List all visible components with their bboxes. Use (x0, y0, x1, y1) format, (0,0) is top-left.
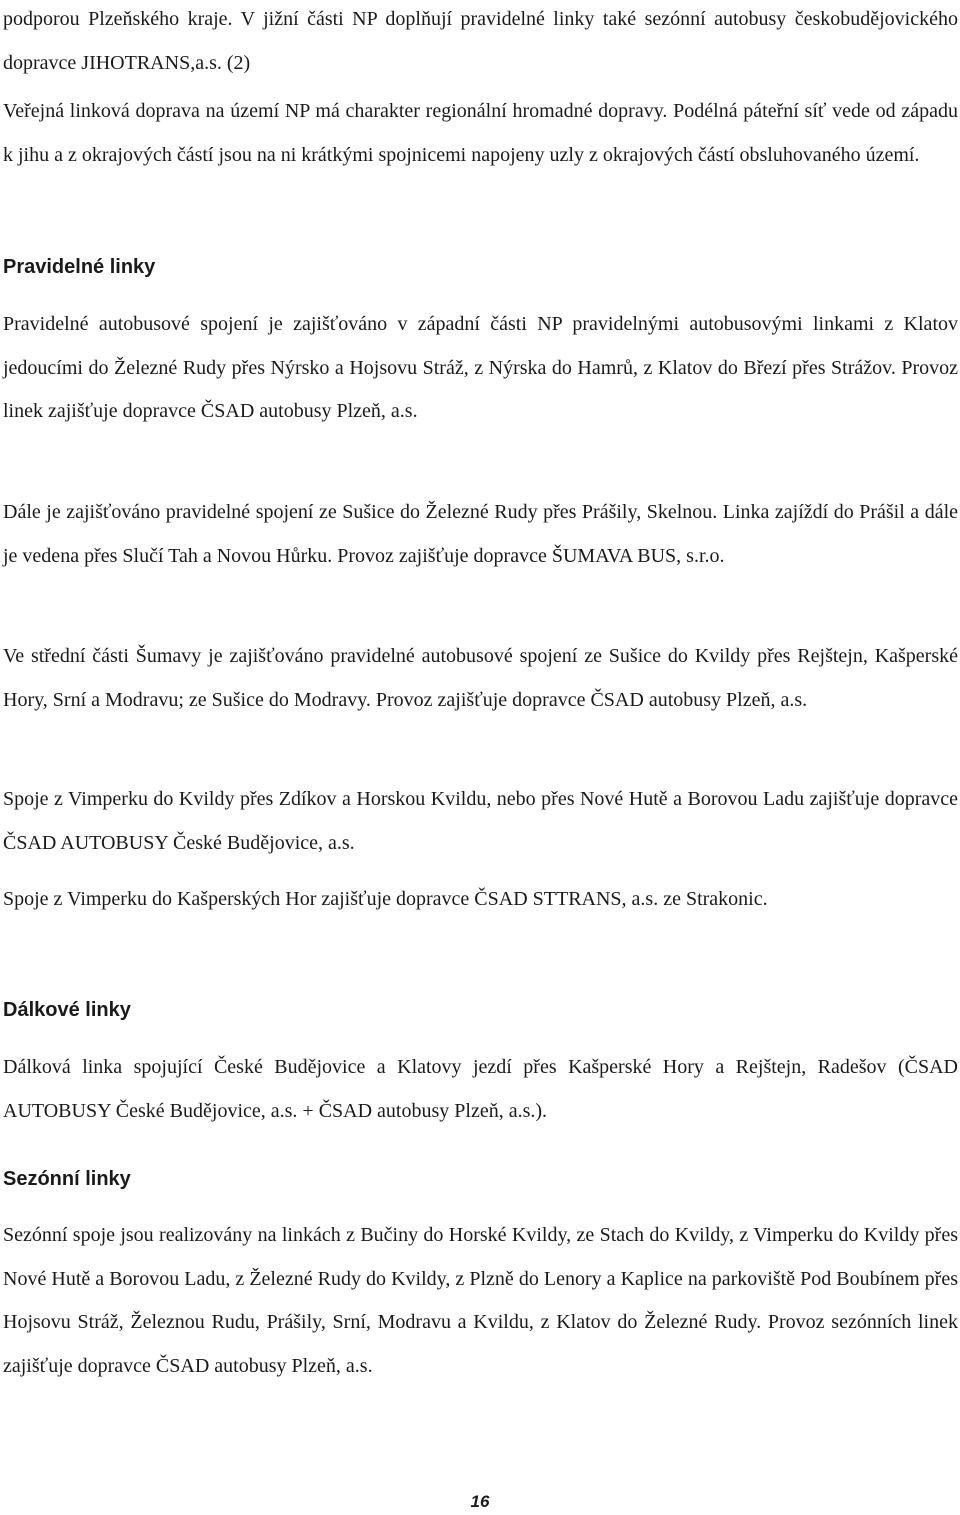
regular-lines-paragraph: Dále je zajišťováno pravidelné spojení ze Sušice do Železné Rudy přes Prášily, Skelnou. Linka zajíždí do Prášil a dále je vedena přes Slučí Tah a Novou Hůrku. Provoz zajišťuje dopravce ŠUMAVA BUS, s.r.o. (3, 501, 958, 567)
section-heading-long-distance-lines: Dálkové linky (3, 999, 131, 1021)
section-heading-seasonal-lines: Sezónní linky (3, 1168, 131, 1190)
page-number: 16 (470, 1492, 490, 1511)
regular-lines-paragraph: Spoje z Vimperku do Kašperských Hor zajišťuje dopravce ČSAD STTRANS, a.s. ze Strakonic. (3, 888, 768, 910)
intro-block (3, 90, 958, 177)
long-distance-lines-paragraph: Dálková linka spojující České Budějovice a Klatovy jezdí přes Kašperské Hory a Rejštejn, Radešov (ČSAD AUTOBUSY České Budějovice, a.s. + ČSAD autobusy Plzeň, a.s.). (3, 1056, 958, 1122)
long-distance-lines-paragraph-block (3, 1046, 958, 1133)
intro-continuation-paragraph: podporou Plzeňského kraje. V jižní části NP doplňují pravidelné linky také sezónní autobusy českobudějovického dopravce JIHOTRANS,a.s. (2) (3, 8, 958, 74)
regular-lines-paragraph: Ve střední části Šumavy je zajišťováno pravidelné autobusové spojení ze Sušice do Kvildy přes Rejštejn, Kašperské Hory, Srní a Modravu; ze Sušice do Modravy. Provoz zajišťuje dopravce ČSAD autobusy Plzeň, a.s. (3, 645, 958, 711)
seasonal-lines-paragraph-block (3, 1214, 958, 1388)
regular-lines-paragraph-4-block (3, 778, 958, 865)
regular-lines-paragraph-5-block (3, 878, 958, 922)
regular-lines-paragraph-2-block (3, 491, 958, 578)
regular-lines-paragraph: Spoje z Vimperku do Kvildy přes Zdíkov a Horskou Kvildu, nebo přes Nové Hutě a Borovou Ladu zajišťuje dopravce ČSAD AUTOBUSY České Budějovice, a.s. (3, 788, 958, 854)
regular-lines-paragraph: Pravidelné autobusové spojení je zajišťováno v západní části NP pravidelnými autobusovými linkami z Klatov jedoucími do Železné Rudy přes Nýrsko a Hojsovu Stráž, z Nýrska do Hamrů, z Klatov do Březí přes Strážov. Provoz linek zajišťuje dopravce ČSAD autobusy Plzeň, a.s. (3, 313, 958, 422)
intro-continuation-block (3, 0, 958, 85)
section-heading-regular-lines: Pravidelné linky (3, 256, 156, 278)
regular-lines-paragraph-3-block (3, 635, 958, 722)
seasonal-lines-paragraph: Sezónní spoje jsou realizovány na linkách z Bučiny do Horské Kvildy, ze Stach do Kvildy, z Vimperku do Kvildy přes Nové Hutě a Borovou Ladu, z Železné Rudy do Kvildy, z Plzně do Lenory a Kaplice na parkoviště Pod Boubínem přes Hojsovu Stráž, Železnou Rudu, Prášily, Srní, Modravu a Kvildu, z Klatov do Železné Rudy. Provoz sezónních linek zajišťuje dopravce ČSAD autobusy Plzeň, a.s. (3, 1224, 958, 1377)
regular-lines-paragraph-1-block (3, 303, 958, 434)
intro-paragraph: Veřejná linková doprava na území NP má charakter regionální hromadné dopravy. Podélná páteřní síť vede od západu k jihu a z okrajových částí jsou na ni krátkými spojnicemi napojeny uzly z okrajových částí obsluhovaného území. (3, 100, 958, 166)
